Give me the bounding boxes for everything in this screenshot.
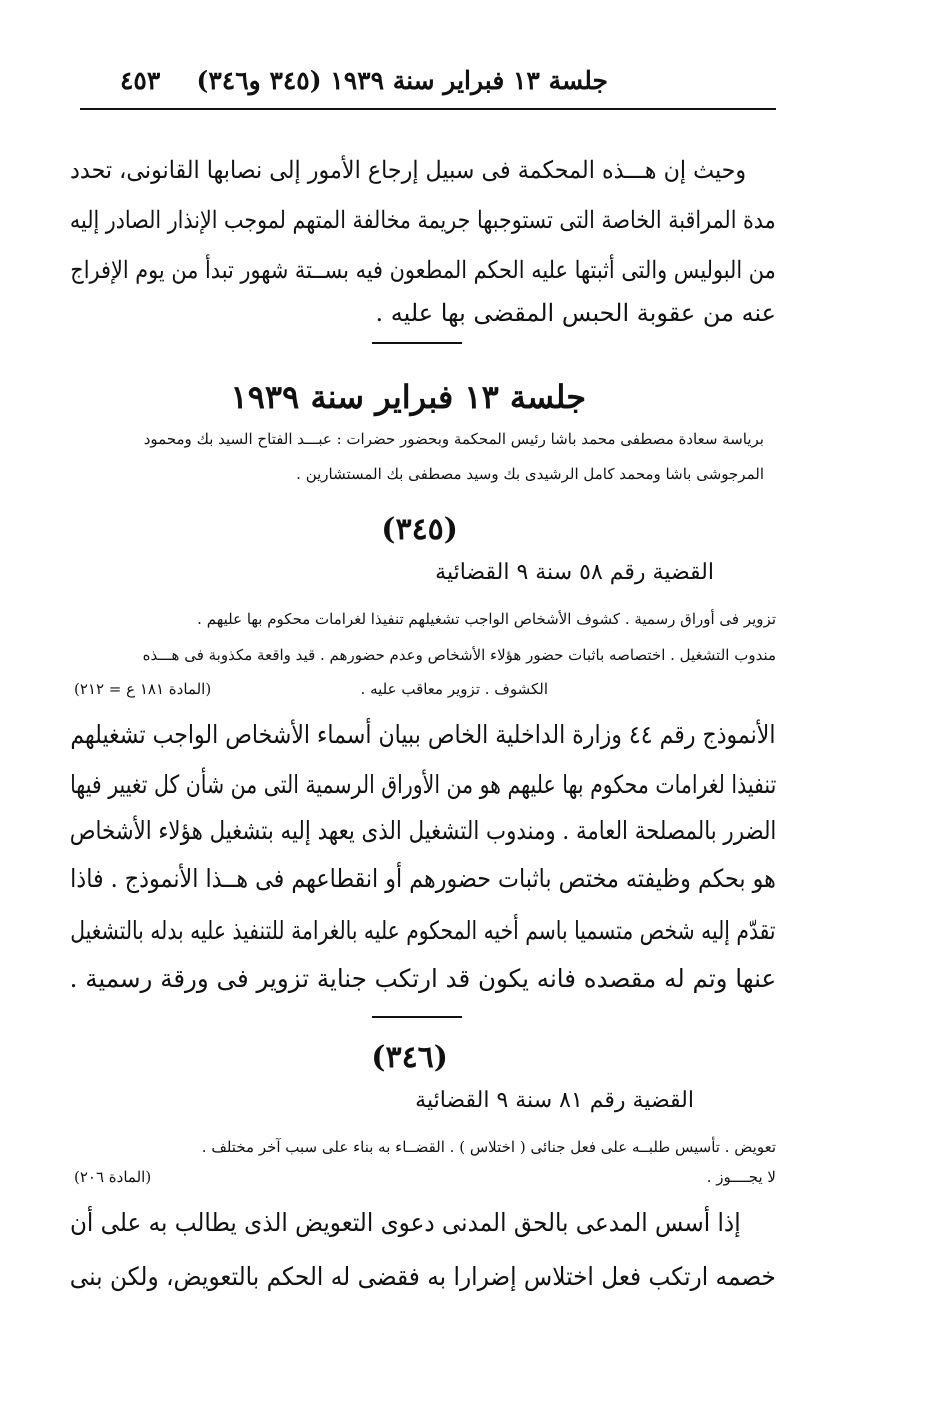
case-345-summary-3: الكشوف . تزوير معاقب عليه . <box>360 680 548 698</box>
case-346-summary-2: لا يجــــوز . <box>706 1168 776 1186</box>
case-345-body-3: الضرر بالمصلحة العامة . ومندوب التشغيل الذى يعهد إليه بتشغيل هؤلاء الأشخاص <box>69 816 776 845</box>
case-345-body-5: تقدّم إليه شخص متسميا باسم أخيه المحكوم عليه بالغرامة للتنفيذ عليه بدله بالتشغيل <box>70 916 776 945</box>
section-separator <box>372 342 462 344</box>
presidency-line-1: برياسة سعادة مصطفى محمد باشا رئيس المحكمة وبحضور حضرات : عبـــد الفتاح السيد بك ومحمود <box>143 430 764 448</box>
case-346-body-2: خصمه ارتكب فعل اختلاس إضرارا به فقضى له الحكم بالتعويض، ولكن بنى <box>69 1262 776 1291</box>
session-title: جلسة ١٣ فبراير سنة ١٩٣٩ <box>230 378 586 416</box>
intro-line-4: عنه من عقوبة الحبس المقضى بها عليه . <box>375 299 776 327</box>
case-346-reference: (المادة ٢٠٦) <box>74 1168 152 1186</box>
case-346-number: (٣٤٦) <box>371 1040 448 1075</box>
case-345-summary-2: مندوب التشغيل . اختصاصه باثبات حضور هؤلاء الأشخاص وعدم حضورهم . قيد واقعة مكذوبة فى هـــذه <box>142 646 776 664</box>
presidency-line-2: المرجوشى باشا ومحمد كامل الرشيدى بك وسيد مصطفى بك المستشارين . <box>296 465 764 483</box>
intro-line-1: وحيث إن هـــذه المحكمة فى سبيل إرجاع الأمور إلى نصابها القانونى، تحدد <box>69 156 746 184</box>
case-345-heading: القضية رقم ٥٨ سنة ٩ القضائية <box>435 560 714 585</box>
case-345-body-4: هو بحكم وظيفته مختص باثبات حضورهم أو انقطاعهم فى هــذا الأنموذج . فاذا <box>70 864 776 893</box>
case-345-reference: (المادة ١٨١ ع = ٢١٢) <box>74 680 212 698</box>
intro-line-2: مدة المراقبة الخاصة التى تستوجبها جريمة مخالفة المتهم لموجب الإنذار الصادر إليه <box>70 206 776 234</box>
case-345-body-2: تنفيذا لغرامات محكوم بها عليهم هو من الأوراق الرسمية التى من شأن كل تغيير فيها <box>69 770 776 799</box>
section-separator <box>372 1016 462 1018</box>
case-346-body-1: إذا أسس المدعى بالحق المدنى دعوى التعويض الذى يطالب به على أن <box>70 1208 741 1237</box>
case-346-summary-1: تعويض . تأسيس طلبــه على فعل جنائى ( اختلاس ) . القضــاء به بناء على سبب آخر مختلف . <box>201 1138 776 1156</box>
case-346-heading: القضية رقم ٨١ سنة ٩ القضائية <box>415 1088 694 1113</box>
case-345-body-1: الأنموذج رقم ٤٤ وزارة الداخلية الخاص ببيان أسماء الأشخاص الواجب تشغيلهم <box>70 720 776 749</box>
case-345-body-6: عنها وتم له مقصده فانه يكون قد ارتكب جناية تزوير فى ورقة رسمية . <box>69 964 776 993</box>
header-rule <box>80 108 776 110</box>
page-number: ٤٥٣ <box>120 66 161 95</box>
case-345-number: (٣٤٥) <box>381 512 458 547</box>
case-345-summary-1: تزوير فى أوراق رسمية . كشوف الأشخاص الواجب تشغيلهم تنفيذا لغرامات محكوم بها عليهم . <box>197 610 776 628</box>
running-header-title: جلسة ١٣ فبراير سنة ١٩٣٩ (٣٤٥ و٣٤٦) <box>196 66 608 95</box>
intro-line-3: من البوليس والتى أثبتها عليه الحكم المطعون فيه بســتة شهور تبدأ من يوم الإفراج <box>70 256 776 284</box>
